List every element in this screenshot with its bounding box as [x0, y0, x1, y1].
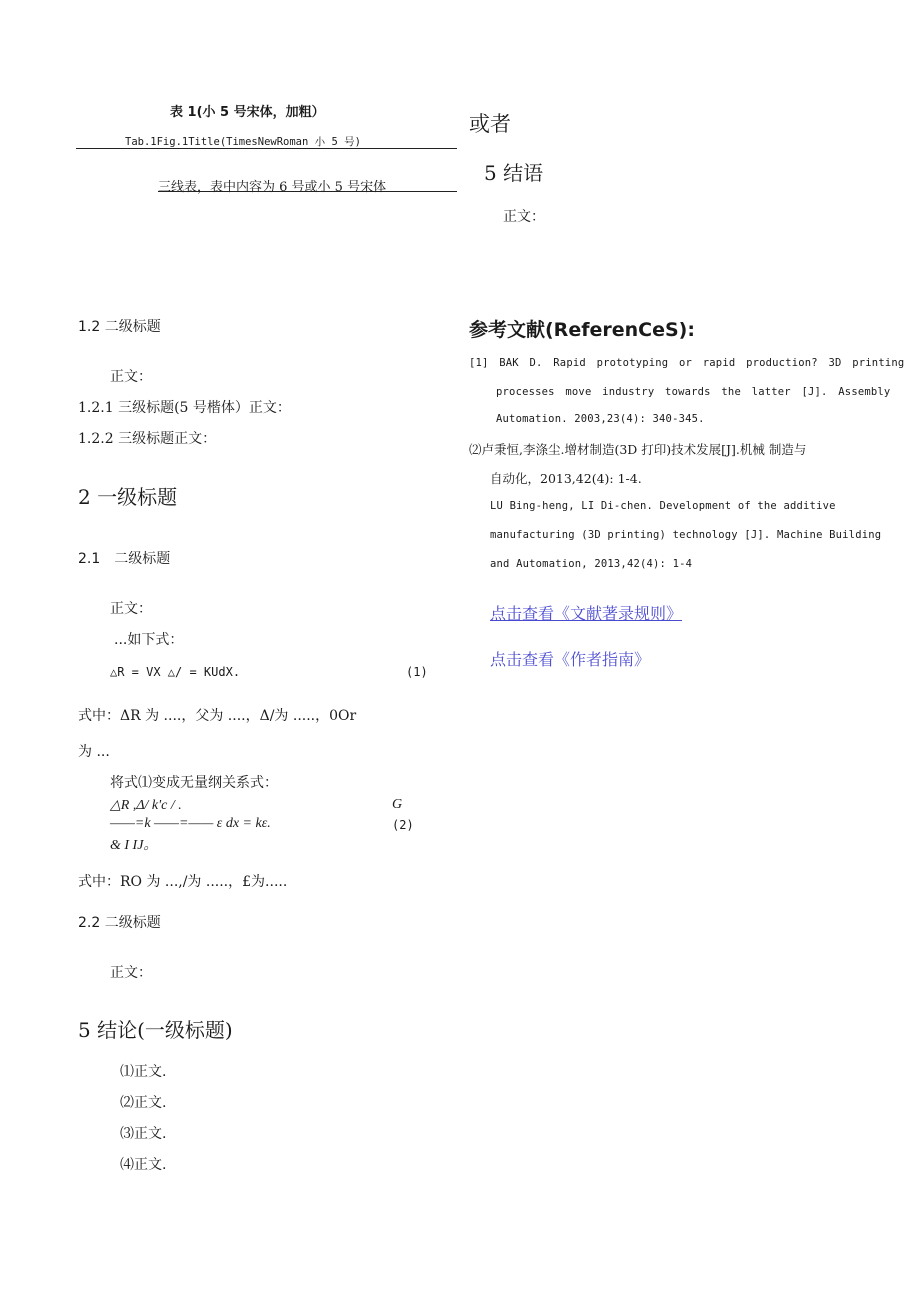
- table-note: 三线表，表中内容为 6 号或小 5 号宋体: [158, 180, 387, 195]
- conclusion-item: ⑴正文.: [120, 1064, 167, 1080]
- where-clause-1-line-1: 式中：ΔR 为 ....，父为 ....，Δ/为 .....，0Or: [78, 708, 357, 724]
- table-top-rule: [76, 148, 457, 149]
- heading-5-end: 5 结语: [484, 161, 544, 185]
- ref-2-line-3: LU Bing-heng, LI Di-chen. Development of the additive: [490, 500, 836, 512]
- heading-2-1: 2.1 二级标题: [78, 551, 171, 567]
- transform-text: 将式⑴变成无量纲关系式：: [110, 775, 278, 791]
- table-caption-cn: 表 1(小 5 号宋体，加粗）: [170, 105, 325, 120]
- equation-2-line-3: & I IJ。: [110, 838, 158, 853]
- heading-2: 2 一级标题: [78, 485, 178, 509]
- equation-2-line-1: △R ,Δ/ k'c / .: [110, 798, 182, 813]
- heading-1-2-1: 1.2.1 三级标题(5 号楷体）正文：: [78, 400, 291, 416]
- table-bottom-rule: [158, 191, 457, 192]
- body-text-3: 正文：: [110, 965, 152, 981]
- ref-1-line-1: [1] BAK D. Rapid prototyping or rapid production? 3D printing: [469, 357, 905, 369]
- ref-2-line-4: manufacturing (3D printing) technology [J]. Machine Building: [490, 529, 882, 541]
- ref-1-line-3: Automation. 2003,23(4): 340-345.: [496, 413, 705, 425]
- equation-1: △R = VX △/ = KUdX.: [110, 665, 241, 679]
- conclusion-item: ⑶正文.: [120, 1126, 167, 1142]
- ref-2-line-1: ⑵卢秉恒,李涤尘.增材制造(3D 打印)技术发展[J].机械 制造与: [469, 442, 807, 457]
- ref-2-line-2: 自动化，2013,42(4): 1-4.: [490, 471, 642, 486]
- equation-2-line-2: ——=k ——=—— ε dx = kε.: [110, 816, 271, 831]
- body-text-1: 正文：: [110, 369, 152, 385]
- heading-1-2-2: 1.2.2 三级标题正文：: [78, 431, 217, 447]
- ref-1-line-2: processes move industry towards the latter [J]. Assembly: [496, 386, 891, 398]
- link-author-guide[interactable]: 点击查看《作者指南》: [490, 650, 651, 669]
- body-text-2: 正文：: [110, 601, 152, 617]
- equation-2-g: G: [392, 797, 403, 812]
- heading-1-2: 1.2 二级标题: [78, 319, 161, 335]
- ref-2-line-5: and Automation, 2013,42(4): 1-4: [490, 558, 693, 570]
- heading-2-2: 2.2 二级标题: [78, 915, 161, 931]
- body-text-end: 正文：: [503, 209, 545, 225]
- link-citation-rules[interactable]: 点击查看《文献著录规则》: [490, 604, 683, 623]
- where-clause-2: 式中：RO 为 ...,/为 .....，£为.....: [78, 874, 288, 890]
- formula-intro: ...如下式：: [114, 632, 184, 648]
- table-caption-en: Tab.1Fig.1Title(TimesNewRoman 小 5 号): [125, 136, 361, 148]
- references-title: 参考文献(ReferenCeS):: [469, 319, 695, 341]
- conclusion-item: ⑷正文.: [120, 1157, 167, 1173]
- where-clause-1-line-2: 为 ...: [78, 744, 110, 760]
- heading-5-conclusion: 5 结论(一级标题): [78, 1018, 233, 1042]
- equation-2-number: (2): [392, 818, 414, 832]
- equation-1-number: (1): [406, 665, 428, 679]
- or-text: 或者: [469, 112, 511, 136]
- conclusion-item: ⑵正文.: [120, 1095, 167, 1111]
